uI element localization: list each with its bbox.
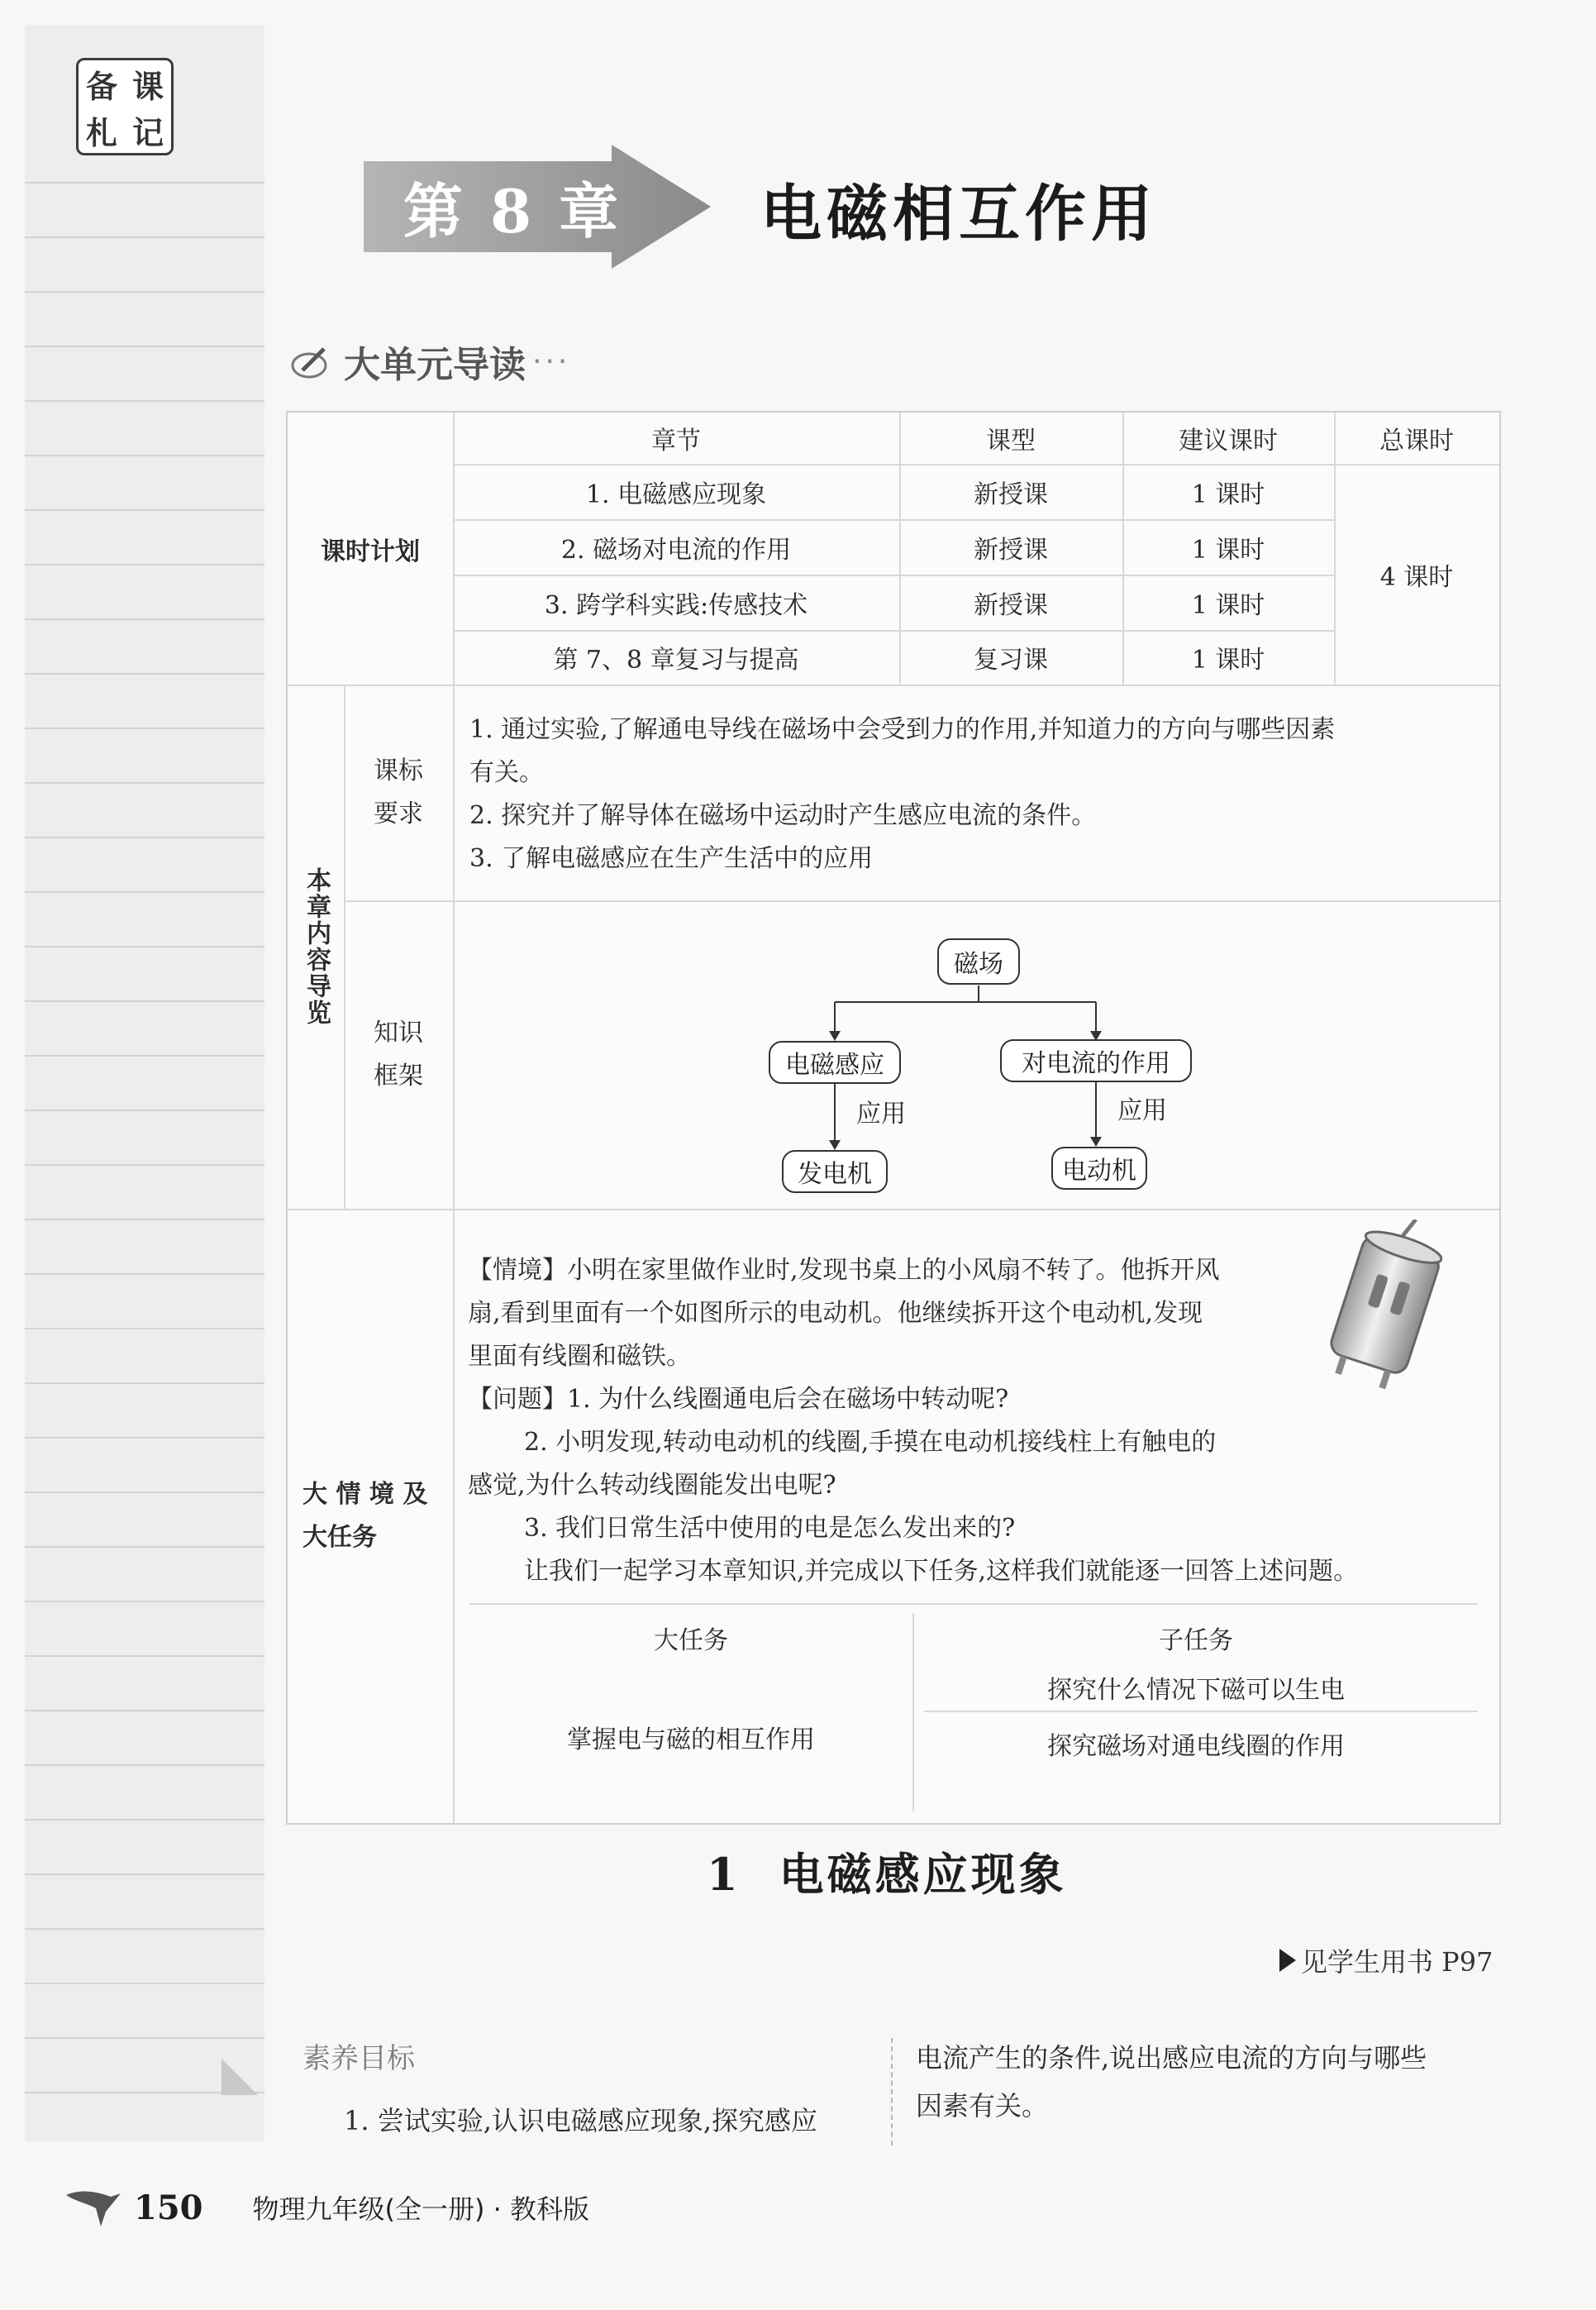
notes-rule-line (25, 509, 264, 511)
plan-type: 复习课 (974, 646, 1048, 675)
notes-rule-line (25, 946, 264, 947)
notes-rule-line (25, 455, 264, 456)
guide-title: 大单元导读 (344, 344, 526, 386)
goal-line: 电流产生的条件,说出感应电流的方向与哪些 (916, 2042, 1427, 2074)
notes-rule-line (25, 1273, 264, 1275)
plan-row-label: 课时计划 (321, 537, 420, 566)
plan-total: 4 课时 (1379, 562, 1454, 592)
notes-rule-line (25, 1437, 264, 1439)
standards-line: 2. 探究并了解导体在磁场中运动时产生感应电流的条件。 (469, 801, 1097, 830)
task-label (288, 1209, 453, 1823)
task-label-line: 大 情 境 及 (303, 1479, 428, 1509)
chapter-title: 电磁相互作用 (760, 179, 1157, 250)
task-line: 2. 小明发现,转动电动机的线圈,手摸在电动机接线柱上有触电的 (524, 1428, 1217, 1457)
goal-heading: 素养目标 (303, 2042, 415, 2075)
notes-rule-line (25, 400, 264, 402)
motor-illustration-icon (1327, 1219, 1442, 1393)
notes-rule-line (25, 837, 264, 838)
goal-item: 1. 尝试实验,认识电磁感应现象,探究感应 (344, 2105, 818, 2136)
notes-rule-line (25, 618, 264, 620)
plan-section: 1. 电磁感应现象 (585, 480, 767, 509)
notes-rule-line (25, 891, 264, 893)
pencil-icon (291, 341, 332, 382)
sub-task: 探究什么情况下磁可以生电 (1047, 1676, 1345, 1705)
standards-line: 有关。 (469, 758, 544, 787)
task-line: 扇,看到里面有一个如图所示的电动机。他继续拆开这个电动机,发现 (468, 1299, 1203, 1328)
unit-guide-table (286, 411, 1501, 1825)
see-student-book (1279, 1941, 1493, 1979)
plan-type: 新授课 (974, 590, 1048, 620)
notes-rule-line (25, 1873, 264, 1875)
notes-badge (76, 58, 174, 155)
plan-header: 课型 (986, 427, 1036, 456)
notes-rule-line (25, 1764, 264, 1766)
plan-header: 章节 (651, 427, 701, 456)
task-line: 【问题】1. 为什么线圈通电后会在磁场中转动呢? (468, 1385, 1009, 1414)
sub-task: 探究磁场对通电线圈的作用 (1047, 1732, 1345, 1761)
notes-column (25, 25, 264, 2141)
notes-rule-line (25, 673, 264, 675)
section-title (707, 1840, 1067, 1903)
notes-rule-line (25, 182, 264, 184)
notes-rule-line (25, 564, 264, 566)
notes-rule-line (25, 782, 264, 784)
plan-hours: 1 课时 (1191, 535, 1265, 565)
task-line: 【情境】小明在家里做作业时,发现书桌上的小风扇不转了。他拆开风 (468, 1256, 1220, 1285)
task-table-header: 大任务 (654, 1626, 728, 1655)
notes-rule-line (25, 1382, 264, 1384)
see-book-text: 见学生用书 P97 (1301, 1946, 1494, 1978)
notes-rule-line (25, 1546, 264, 1548)
badge-char: 记 (131, 114, 164, 151)
triangle-right-icon (1279, 1949, 1296, 1972)
notes-rule-line (25, 1983, 264, 1984)
standards-line: 1. 通过实验,了解通电导线在磁场中会受到力的作用,并知道力的方向与哪些因素 (469, 715, 1336, 744)
standards-line: 3. 了解电磁感应在生产生活中的应用 (469, 844, 874, 873)
big-task: 掌握电与磁的相互作用 (567, 1725, 815, 1754)
notes-rule-line (25, 1164, 264, 1166)
notes-rule-line (25, 1819, 264, 1821)
section-title-text: 电磁感应现象 (779, 1849, 1067, 1901)
plan-section: 3. 跨学科实践:传感技术 (544, 590, 808, 620)
guide-heading (291, 335, 570, 388)
notes-rule-line (25, 1491, 264, 1493)
notes-rule-line (25, 728, 264, 729)
footer-logo-icon (64, 2187, 122, 2228)
task-line: 里面有线圈和磁铁。 (468, 1342, 691, 1371)
framework-label-line: 框架 (374, 1061, 423, 1091)
standards-label-line: 要求 (374, 799, 423, 828)
section-number: 1 (707, 1848, 741, 1901)
task-line: 让我们一起学习本章知识,并完成以下任务,这样我们就能逐一回答上述问题。 (524, 1557, 1359, 1586)
plan-hours: 1 课时 (1191, 590, 1265, 620)
map-node-generator: 发电机 (782, 1150, 888, 1193)
map-apply-right: 应用 (1117, 1096, 1167, 1125)
plan-section: 2. 磁场对电流的作用 (560, 535, 792, 565)
framework-label-line: 知识 (374, 1018, 423, 1048)
page-number: 150 (134, 2188, 203, 2227)
notes-rule-line (25, 291, 264, 293)
plan-header: 总课时 (1379, 427, 1454, 456)
column-divider (891, 2038, 893, 2145)
notes-rule-line (25, 1601, 264, 1602)
map-apply-left: 应用 (856, 1100, 906, 1129)
notes-rule-line (25, 2037, 264, 2039)
plan-hours: 1 课时 (1191, 646, 1265, 675)
notes-rule-line (25, 1710, 264, 1711)
book-title: 物理九年级(全一册) · 教科版 (252, 2193, 589, 2225)
notes-rule-line (25, 1928, 264, 1930)
notes-rule-line (25, 1000, 264, 1002)
notes-rule-line (25, 1055, 264, 1057)
task-table-header: 子任务 (1159, 1626, 1233, 1655)
standards-label-line: 课标 (374, 756, 423, 785)
plan-header: 建议课时 (1179, 427, 1278, 456)
notes-rule-line (25, 1110, 264, 1111)
map-node-induction: 电磁感应 (769, 1041, 901, 1084)
page-corner-icon (222, 2059, 258, 2095)
badge-char: 备 (85, 68, 117, 105)
badge-char: 札 (85, 114, 117, 151)
chapter-label: 第 8 章 (403, 176, 622, 246)
notes-rule-line (25, 346, 264, 347)
notes-rule-line (25, 1219, 264, 1220)
map-node-force: 对电流的作用 (1000, 1039, 1192, 1082)
task-label-line: 大任务 (303, 1522, 377, 1552)
map-node-root: 磁场 (937, 938, 1020, 985)
plan-type: 新授课 (974, 480, 1048, 509)
task-line: 3. 我们日常生活中使用的电是怎么发出来的? (524, 1514, 1016, 1543)
notes-rule-line (25, 1328, 264, 1329)
notes-rule-line (25, 1655, 264, 1657)
plan-type: 新授课 (974, 535, 1048, 565)
map-node-motor: 电动机 (1051, 1147, 1147, 1190)
task-line: 感觉,为什么转动线圈能发出电呢? (468, 1471, 836, 1500)
page-footer (64, 2187, 589, 2228)
goal-line: 因素有关。 (916, 2090, 1049, 2121)
plan-section: 第 7、8 章复习与提高 (553, 646, 799, 675)
notes-rule-line (25, 236, 264, 238)
guide-dots: ··· (532, 344, 571, 379)
overview-label: 本章内容导览 (302, 867, 331, 1026)
plan-hours: 1 课时 (1191, 480, 1265, 509)
goal-continued (916, 2034, 1511, 2130)
chapter-banner (364, 145, 711, 269)
badge-char: 课 (131, 68, 164, 105)
